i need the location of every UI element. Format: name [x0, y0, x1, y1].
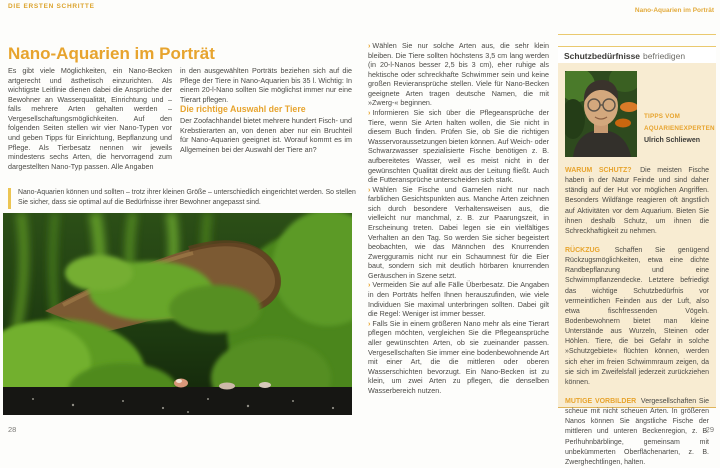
sidebar-section	[565, 397, 709, 468]
bullet-item	[368, 108, 549, 185]
bullet-item	[368, 185, 549, 281]
sidebar-section-text: Schaffen Sie genügend Rückzugsmöglichkeiten, etwa eine dichte Randbepflanzung und eine Schwimmpflanzendecke. Letztere befriedigt das wichtige Schutzbedürfnis vor vermeintlichen Feinden aus der Luft, also etwa fischfressenden Vögeln. Bodenbewohnern bietet man kleine Unterstände aus Wurzeln, Steinen oder Höhlen. Tiere, die bei Gefahr in solche »Schutzgebiete« flüchten können, werden sich eher im freien Schwimmraum zeigen, da sie sich im Zweifelsfall jederzeit zurückziehen können.	[565, 246, 709, 386]
bullet-item	[368, 280, 549, 318]
expert-label-line2: AQUARIENEXPERTEN	[644, 125, 715, 133]
intro-column-1	[8, 66, 172, 171]
aquarium-photo	[3, 213, 352, 415]
expert-block	[565, 71, 715, 157]
bullet-text: Vermeiden Sie auf alle Fälle Überbesatz. Die Angaben in den Porträts helfen Ihnen herauszufinden, wie viele Individuen Sie maximal unterbringen sollten. Dabei gilt die Regel: Weniger ist immer besser.	[368, 280, 549, 319]
bullet-marker: ›	[368, 41, 371, 50]
bullet-marker: ›	[368, 280, 371, 290]
page-number-left: 28	[8, 425, 17, 434]
running-head-right: Nano-Aquarien im Porträt	[634, 7, 714, 14]
sidebar-section-label: RÜCKZUG	[565, 246, 600, 254]
intro-text-2: in den ausgewählten Porträts beziehen sich auf die Pflege der Tiere in Nano-Aquarien bis 35 l. Wichtig: In einem 20-l-Nano sollten Sie möglichst immer nur eine Tierart pflegen.	[180, 66, 352, 104]
bullet-item	[368, 41, 549, 108]
sidebar-section	[565, 166, 709, 237]
sidebar-top-rule	[558, 34, 716, 35]
sidebar-section-label: WARUM SCHUTZ?	[565, 167, 632, 174]
bullet-text: Wählen Sie nur solche Arten aus, die sehr klein bleiben. Die Tiere sollten höchstens 3,5 cm lang werden (in 20-l-Nanos besser 2,5 bis 3 cm), eher ruhige als hektische oder schreckhafte Schwimmer sein und keine großen Revieransprüche stellen. Viele für Nano-Becken geeignete Arten tragen deutsche Namen, die mit »Zwerg-« beginnen.	[368, 41, 549, 108]
section-intro: Der Zoofachhandel bietet mehrere hundert Fisch- und Krebstierarten an, von denen aber nur ein Bruchteil für Nano-Aquarien geeignet ist. Worauf kommt es im Allgemeinen bei der Auswahl der Tiere an?	[180, 116, 352, 154]
intro-column-2	[180, 66, 352, 154]
bullet-marker: ›	[368, 108, 371, 118]
bullet-text: Wählen Sie Fische und Garnelen nicht nur nach farblichen Gesichtspunkten aus. Manche Arten zeichnen sich durch besondere Verhaltensweisen aus, die vielleicht nur manchmal, z. B. zur Paarungszeit, in Erscheinung treten. Dabei legen sie ein vielfältiges Verhalten an den Tag. So werden Sie sicher begeistert beobachten, wie das Männchen des Knurrenden Zwergguramis nicht nur ein Schaumnest für die Eier baut, sondern sich mit deutlich hörbaren knurrenden Geräuschen in Szene setzt.	[368, 184, 549, 280]
sidebar-title-rest: befriedigen	[643, 51, 686, 61]
sidebar-section-text: Die meisten Fische haben in der Natur Feinde und sind daher ständig auf der Hut vor möglichen Angriffen. Besonders Wildfänge reagieren oft ängstlich auf Aktivitäten vor dem Aquarium. Bieten Sie ihnen deshalb Schutz, um ihnen die Schreckhaftigkeit zu nehmen.	[565, 167, 709, 235]
page-title: Nano-Aquarien im Porträt	[8, 44, 215, 64]
sidebar-section-text: Vergesellschaften Sie scheue mit nicht scheuen Arten. In größeren Nanos können Sie ängstliche Fische der mittleren und unteren Beckenregion, z. B. Perlhuhnbärblinge, gemeinsam mit unbekümmerten Oberflächenarten, z. B. Zwerghechtlingen, halten.	[565, 397, 710, 466]
expert-name: Ulrich Schliewen	[644, 137, 701, 144]
bullet-item	[368, 319, 549, 396]
bullet-text: Informieren Sie sich über die Pflegeansprüche der Tiere, wenn Sie Arten halten wollen, die Sie nicht in diesem Buch finden. Prüfen Sie, ob Sie die richtigen Wasservoraussetzungen bieten können. Auf Weich- oder Schwarzwasser spezialisierte Fische benötigen z. B. aufbereitetes Wasser, weil es meist nicht in der gewünschten Qualität direkt aus der Leitung fließt. Auch die Futteransprüche unterscheiden sich stark.	[368, 108, 549, 185]
advice-column	[368, 41, 549, 395]
expert-label-line1: TIPPS VOM	[644, 113, 681, 121]
bullet-text: Falls Sie in einem größeren Nano mehr als eine Tierart pflegen möchten, vergleichen Sie die Pflegeansprüche aller gewünschten Arten, ob sie zueinander passen. Vergesellschaften Sie immer eine bodenbewohnende Art mit einer Art, die die mittleren oder oberen Wasserschichten bevorzugt. Ein Nano-Becken ist zu klein, um zwei Arten zu pflegen, die denselben Wasserbereich nutzen.	[368, 318, 549, 395]
expert-meta	[644, 111, 715, 157]
bullet-marker: ›	[368, 318, 371, 328]
page-number-right: 29	[705, 425, 714, 434]
intro-text-1: Es gibt viele Möglichkeiten, ein Nano-Becken artgerecht und ästhetisch einzurichten. Als wichtigste Leitlinie dienen dabei die Ansprüche der Bewohner an Wasserqualität, Einrichtung und – falls mehrere Arten gehalten werden – Vergesellschaftungsmöglichkeiten. Auf den folgenden Seiten stellen wir vier Nano-Typen vor und geben Tipps für Einrichtung, Bepflanzung und Pflege. Als Tierbesatz nennen wir jeweils mindestens sechs Arten, die hervorragend zum dargestellten Nano-Typ passen. Alle Angaben	[8, 66, 172, 171]
sidebar-title-bold: Schutzbedürfnisse	[564, 51, 641, 61]
expert-photo	[565, 71, 637, 157]
photo-caption: Nano-Aquarien können und sollten – trotz ihrer kleinen Größe – unterschiedlich eingerichtet werden. So stellen Sie sicher, dass sie optimal auf die Bedürfnisse ihrer Bewohner angepasst sind.	[8, 188, 358, 209]
running-head-left: DIE ERSTEN SCHRITTE	[8, 3, 95, 10]
aquarium-photo-art	[3, 213, 352, 415]
section-heading: Die richtige Auswahl der Tiere	[180, 104, 306, 115]
expert-portrait-art	[565, 71, 637, 157]
sidebar-section-label: MUTIGE VORBILDER	[565, 397, 637, 405]
sidebar-section	[565, 246, 709, 388]
bullet-marker: ›	[368, 184, 371, 194]
